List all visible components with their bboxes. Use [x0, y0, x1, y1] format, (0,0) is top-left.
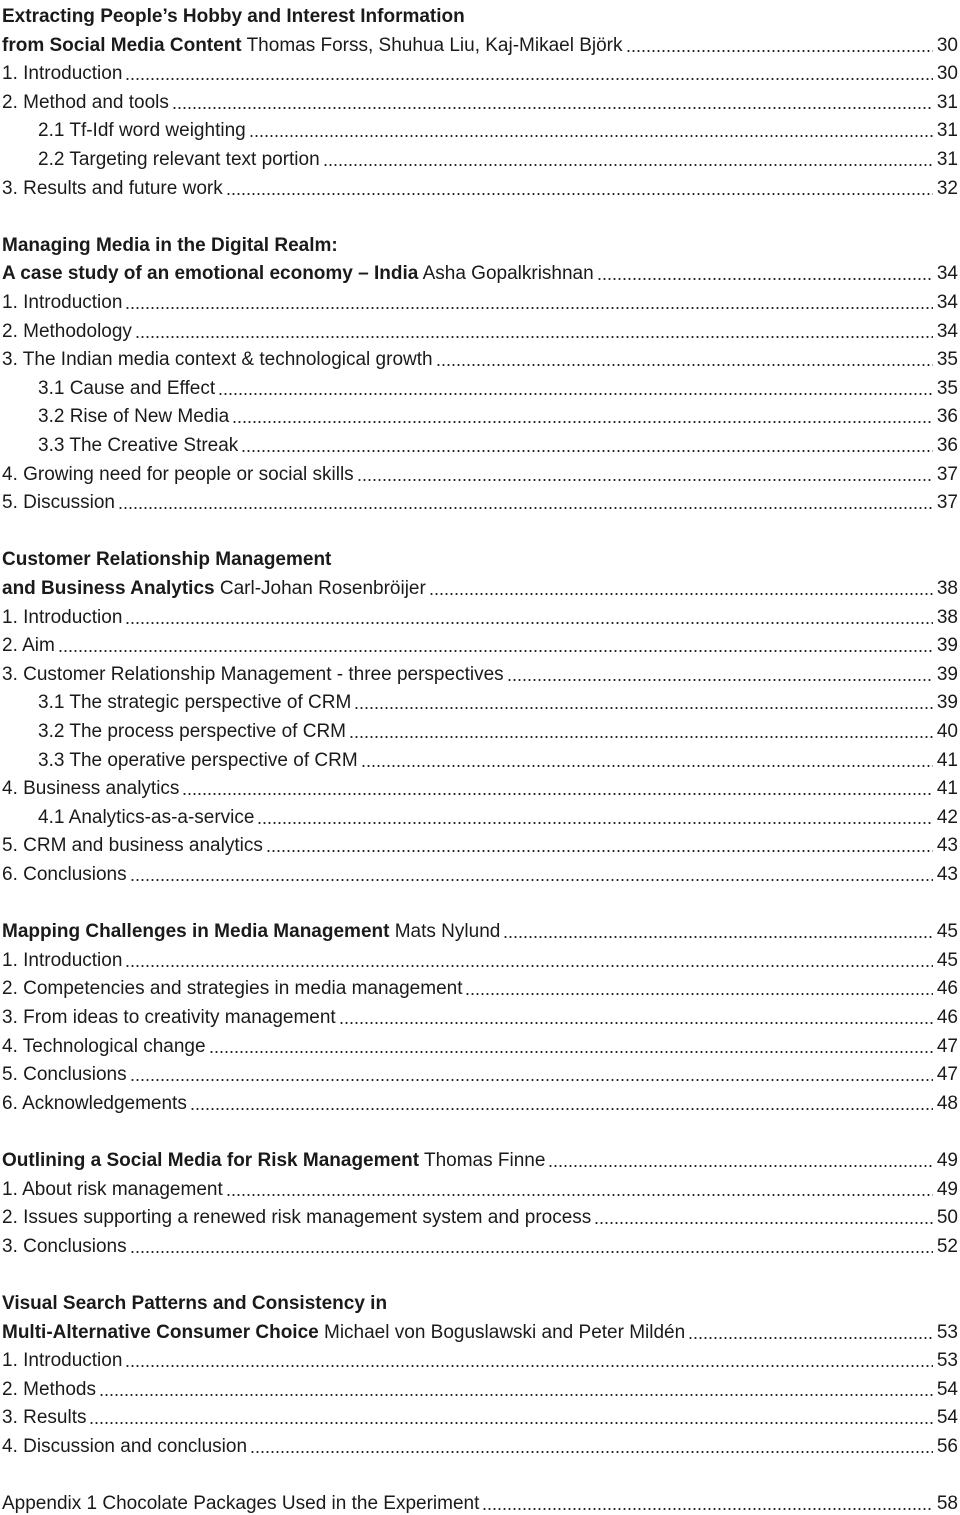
- toc-section-title: 2. Method and tools: [2, 91, 169, 113]
- dot-leader: [89, 1421, 932, 1425]
- toc-section-title: 3.3 The operative perspective of CRM: [38, 749, 358, 771]
- toc-section-title: 5. CRM and business analytics: [2, 835, 263, 857]
- toc-entry: [38, 429, 958, 457]
- toc-page-number: 31: [936, 120, 958, 142]
- toc-entry-text: [2, 178, 223, 200]
- toc-section-title: 2.2 Targeting relevant text portion: [38, 149, 320, 170]
- toc-entry-text: [38, 692, 351, 714]
- toc-section-title: 1. Introduction: [2, 949, 123, 971]
- toc-entry: [2, 1173, 958, 1201]
- toc-heading-line: [2, 0, 958, 28]
- toc-entry: [2, 1373, 958, 1401]
- toc-article-title: Customer Relationship Management: [2, 549, 332, 571]
- toc-entry: [2, 944, 958, 972]
- toc-entry-text: [2, 1350, 122, 1372]
- toc-entry-text: [38, 750, 358, 772]
- toc-entry: [2, 1201, 958, 1229]
- toc-section-title: 2. Methods: [2, 1378, 96, 1400]
- toc-entry-text: [38, 149, 320, 171]
- toc-article-title: Multi-Alternative Consumer Choice: [2, 1321, 319, 1343]
- toc-article-authors: Mats Nylund: [394, 921, 501, 943]
- dot-leader: [99, 1393, 933, 1397]
- toc-page-number: 30: [936, 63, 958, 85]
- toc-entry-text: [2, 1493, 479, 1515]
- toc-section-title: 3.3 The Creative Streak: [38, 435, 239, 456]
- toc-section-title: 4. Business analytics: [2, 778, 180, 800]
- toc-section-title: 3. Conclusions: [2, 1235, 127, 1257]
- toc-page-number: 30: [936, 34, 958, 56]
- toc-section-title: 4.1 Analytics-as-a-service: [38, 806, 255, 828]
- toc-entry-text: [2, 235, 338, 257]
- dot-leader: [58, 649, 933, 653]
- toc-section-title: 3. From ideas to creativity management: [2, 1007, 336, 1028]
- toc-entry-text: [2, 778, 179, 800]
- toc-page-number: 47: [936, 1064, 958, 1086]
- toc-entry-text: [2, 1064, 127, 1086]
- toc-entry: [2, 601, 958, 629]
- toc-page-number: 52: [936, 1235, 958, 1257]
- toc-entry-text: [2, 492, 115, 514]
- toc-entry-text: [2, 607, 122, 629]
- toc-section-title: 2. Methodology: [2, 320, 132, 342]
- toc-page-number: 41: [936, 778, 958, 800]
- toc-section-title: 1. About risk management: [2, 1178, 223, 1200]
- toc-entry-text: [2, 635, 55, 657]
- toc-entry-text: [2, 578, 426, 600]
- dot-leader: [209, 1050, 933, 1054]
- toc-section-title: 5. Discussion: [2, 492, 115, 514]
- toc-section-title: 2. Issues supporting a renewed risk management system and process: [2, 1207, 592, 1229]
- toc-entry: [2, 57, 958, 85]
- toc-section-title: 3.2 Rise of New Media: [38, 406, 230, 428]
- toc-entry: [2, 286, 958, 314]
- toc-entry: [2, 858, 958, 886]
- toc-section-title: 5. Conclusions: [2, 1064, 127, 1086]
- toc-article-authors: Thomas Finne: [423, 1150, 546, 1171]
- toc-entry: [38, 372, 958, 400]
- toc-entry-text: [2, 1293, 387, 1315]
- toc-heading-line: [2, 1287, 958, 1315]
- toc-entry-text: [2, 6, 465, 28]
- toc-page-number: 39: [936, 692, 958, 714]
- toc-article-authors: Asha Gopalkrishnan: [422, 263, 594, 285]
- toc-article-title: A case study of an emotional economy – India: [2, 263, 419, 285]
- toc-section-title: 4. Technological change: [2, 1035, 206, 1057]
- toc-entry: [2, 1058, 958, 1086]
- toc-entry-text: [38, 120, 246, 142]
- toc-page-number: 54: [936, 1378, 958, 1400]
- toc-page-number: 34: [936, 320, 958, 342]
- toc-page-number: 47: [936, 1035, 958, 1057]
- toc-entry-text: [2, 321, 132, 343]
- toc-entry-text: [2, 549, 331, 571]
- dot-leader: [241, 449, 933, 453]
- toc-page-number: 32: [936, 177, 958, 199]
- dot-leader: [354, 706, 933, 710]
- toc-entry-text: [2, 1150, 545, 1172]
- toc-heading-line: [2, 1316, 958, 1344]
- dot-leader: [626, 49, 933, 53]
- dot-leader: [130, 1078, 933, 1082]
- toc-entry: [2, 172, 958, 200]
- toc-entry: [2, 1430, 958, 1458]
- toc-section-title: 3.1 The strategic perspective of CRM: [38, 692, 352, 714]
- toc-page-number: 49: [936, 1150, 958, 1171]
- dot-leader: [503, 935, 933, 939]
- dot-leader: [250, 1450, 933, 1454]
- dot-leader: [548, 1164, 932, 1168]
- dot-leader: [266, 849, 933, 853]
- dot-leader: [135, 335, 933, 339]
- toc-entry-text: [2, 464, 354, 486]
- toc-page-number: 37: [936, 463, 958, 485]
- dot-leader: [597, 277, 933, 281]
- dot-leader: [249, 134, 933, 138]
- toc-entry-text: [2, 950, 122, 972]
- toc-page-number: 37: [936, 492, 958, 514]
- dot-leader: [339, 1021, 933, 1025]
- toc-page-number: 45: [936, 949, 958, 971]
- toc-entry-text: [2, 1436, 247, 1458]
- toc-page-number: 31: [936, 149, 958, 170]
- toc-page-number: 43: [936, 835, 958, 857]
- toc-section-title: 4. Growing need for people or social skills: [2, 463, 354, 485]
- toc-section-title: 6. Acknowledgements: [2, 1092, 187, 1114]
- dot-leader: [594, 1221, 933, 1225]
- toc-section-title: 4. Discussion and conclusion: [2, 1436, 248, 1457]
- dot-leader: [226, 1193, 933, 1197]
- toc-entry-text: [2, 664, 504, 686]
- toc-page-number: 43: [936, 864, 958, 885]
- dot-leader: [323, 163, 933, 167]
- toc-entry: [38, 143, 958, 171]
- toc-entry: [38, 400, 958, 428]
- toc-entry-text: [38, 807, 254, 829]
- toc-page-number: 46: [936, 1007, 958, 1028]
- toc-heading-line: [2, 572, 958, 600]
- toc-page-number: 39: [936, 663, 958, 685]
- toc-page-number: 48: [936, 1092, 958, 1114]
- dot-leader: [130, 1250, 933, 1254]
- toc-page-number: 58: [936, 1493, 958, 1515]
- toc-entry-text: [38, 721, 346, 743]
- toc-page-number: 56: [936, 1436, 958, 1457]
- toc-entry-text: [2, 921, 500, 943]
- toc-heading-line: [2, 229, 958, 257]
- toc-page-number: 53: [936, 1321, 958, 1343]
- toc-entry-text: [2, 1322, 685, 1344]
- toc-page-number: 38: [936, 606, 958, 628]
- toc-section-title: 2. Aim: [2, 635, 55, 657]
- toc-section-title: 3. Customer Relationship Management - three perspectives: [2, 663, 504, 685]
- toc-entry: [38, 801, 958, 829]
- toc-heading-line: [2, 1144, 958, 1172]
- toc-entry-text: [2, 263, 594, 285]
- dot-leader: [182, 792, 932, 796]
- toc-entry-text: [2, 1379, 96, 1401]
- toc-heading-line: [2, 257, 958, 285]
- dot-leader: [125, 77, 932, 81]
- dot-leader: [349, 735, 933, 739]
- toc-entry-text: [2, 1179, 223, 1201]
- toc-entry: [2, 829, 958, 857]
- toc-entry-text: [2, 978, 462, 1000]
- toc-entry: [2, 86, 958, 114]
- toc-section-title: 1. Introduction: [2, 606, 123, 628]
- toc-entry: [38, 715, 958, 743]
- toc-page-number: 53: [936, 1350, 958, 1372]
- toc-page-number: 46: [936, 978, 958, 1000]
- toc-entry-text: [2, 292, 122, 314]
- toc-article-authors: Michael von Boguslawski and Peter Mildén: [324, 1321, 686, 1343]
- toc-section-title: 2. Competencies and strategies in media management: [2, 978, 463, 1000]
- toc-article-title: from Social Media Content: [2, 34, 242, 56]
- toc-page-number: 36: [936, 435, 958, 456]
- toc-section-title: 1. Introduction: [2, 63, 123, 85]
- dot-leader: [125, 964, 932, 968]
- toc-entry-text: [2, 864, 127, 886]
- toc-entry-text: [2, 35, 623, 57]
- toc-entry: [2, 1344, 958, 1372]
- toc-page-number: 45: [936, 921, 958, 943]
- toc-entry-text: [2, 63, 122, 85]
- toc-entry-text: [38, 406, 229, 428]
- toc-entry-text: [38, 378, 215, 400]
- toc-entry: [2, 629, 958, 657]
- toc-section-title: 3.2 The process perspective of CRM: [38, 721, 347, 742]
- toc-entry: [2, 1230, 958, 1258]
- toc-entry: [2, 458, 958, 486]
- toc-entry-text: [2, 1007, 336, 1029]
- toc-page-number: 31: [936, 91, 958, 113]
- toc-section-title: 3. The Indian media context & technological growth: [2, 349, 433, 371]
- toc-article-authors: Carl-Johan Rosenbröijer: [219, 578, 426, 599]
- toc-entry: [2, 315, 958, 343]
- toc-section-title: 6. Conclusions: [2, 864, 127, 885]
- toc-page-number: 50: [936, 1207, 958, 1229]
- dot-leader: [130, 878, 933, 882]
- toc-article-title: Mapping Challenges in Media Management: [2, 921, 390, 943]
- dot-leader: [172, 106, 933, 110]
- toc-page-number: 39: [936, 635, 958, 657]
- toc-section-title: 3. Results: [2, 1407, 87, 1429]
- dot-leader: [436, 363, 933, 367]
- toc-entry-text: [2, 1236, 127, 1258]
- toc-page-number: 34: [936, 292, 958, 313]
- toc-entry: [2, 1401, 958, 1429]
- toc-entry-text: [2, 1093, 187, 1115]
- toc-section-title: 3. Results and future work: [2, 177, 223, 199]
- toc-section-title: 1. Introduction: [2, 1350, 123, 1372]
- dot-leader: [361, 764, 933, 768]
- toc-entry: [38, 114, 958, 142]
- toc-entry-text: [38, 435, 238, 457]
- toc-page-number: 42: [936, 806, 958, 828]
- toc-article-authors: Thomas Forss, Shuhua Liu, Kaj-Mikael Björk: [246, 34, 623, 56]
- dot-leader: [429, 592, 933, 596]
- toc-page-number: 38: [936, 578, 958, 599]
- toc-page-number: 49: [936, 1178, 958, 1200]
- toc-entry: [2, 772, 958, 800]
- dot-leader: [465, 992, 932, 996]
- toc-page-number: 36: [936, 406, 958, 428]
- toc-article-title: Visual Search Patterns and Consistency in: [2, 1293, 388, 1314]
- toc-entry: [2, 343, 958, 371]
- dot-leader: [125, 1364, 932, 1368]
- dot-leader: [218, 392, 933, 396]
- toc-page-number: 40: [936, 721, 958, 742]
- dot-leader: [118, 506, 933, 510]
- toc-article-title: and Business Analytics: [2, 578, 215, 599]
- toc-entry: [2, 486, 958, 514]
- toc-entry-text: [2, 349, 433, 371]
- toc-article-title: Extracting People’s Hobby and Interest Information: [2, 6, 465, 27]
- toc-page-number: 35: [936, 377, 958, 399]
- dot-leader: [125, 306, 932, 310]
- toc-heading-line: [2, 915, 958, 943]
- toc-entry: [2, 658, 958, 686]
- dot-leader: [226, 192, 933, 196]
- toc-heading-line: [2, 543, 958, 571]
- toc-entry-text: [2, 1407, 86, 1429]
- toc-entry: [2, 1087, 958, 1115]
- toc-entry-text: [2, 1036, 206, 1058]
- toc-entry-text: [2, 835, 263, 857]
- toc-page-number: 54: [936, 1407, 958, 1429]
- dot-leader: [357, 478, 933, 482]
- toc-section-title: 1. Introduction: [2, 292, 123, 313]
- toc-entry: [38, 744, 958, 772]
- toc-article-title: Outlining a Social Media for Risk Management: [2, 1150, 420, 1171]
- toc-entry: [2, 972, 958, 1000]
- toc-section-title: 3.1 Cause and Effect: [38, 377, 216, 399]
- toc-section-title: Appendix 1 Chocolate Packages Used in the Experiment: [2, 1493, 480, 1515]
- dot-leader: [507, 678, 933, 682]
- toc-page-number: 34: [936, 263, 958, 285]
- toc-entry-text: [2, 1207, 591, 1229]
- toc-entry: [2, 1001, 958, 1029]
- toc-section-title: 2.1 Tf-Idf word weighting: [38, 120, 246, 142]
- dot-leader: [688, 1336, 933, 1340]
- dot-leader: [125, 621, 932, 625]
- toc-page-number: 35: [936, 349, 958, 371]
- toc-entry: [2, 1030, 958, 1058]
- dot-leader: [232, 420, 933, 424]
- toc-entry: [38, 686, 958, 714]
- toc-heading-line: [2, 29, 958, 57]
- dot-leader: [257, 821, 932, 825]
- toc-entry-text: [2, 92, 169, 114]
- toc-article-title: Managing Media in the Digital Realm:: [2, 234, 338, 256]
- dot-leader: [190, 1107, 933, 1111]
- toc-page-number: 41: [936, 749, 958, 771]
